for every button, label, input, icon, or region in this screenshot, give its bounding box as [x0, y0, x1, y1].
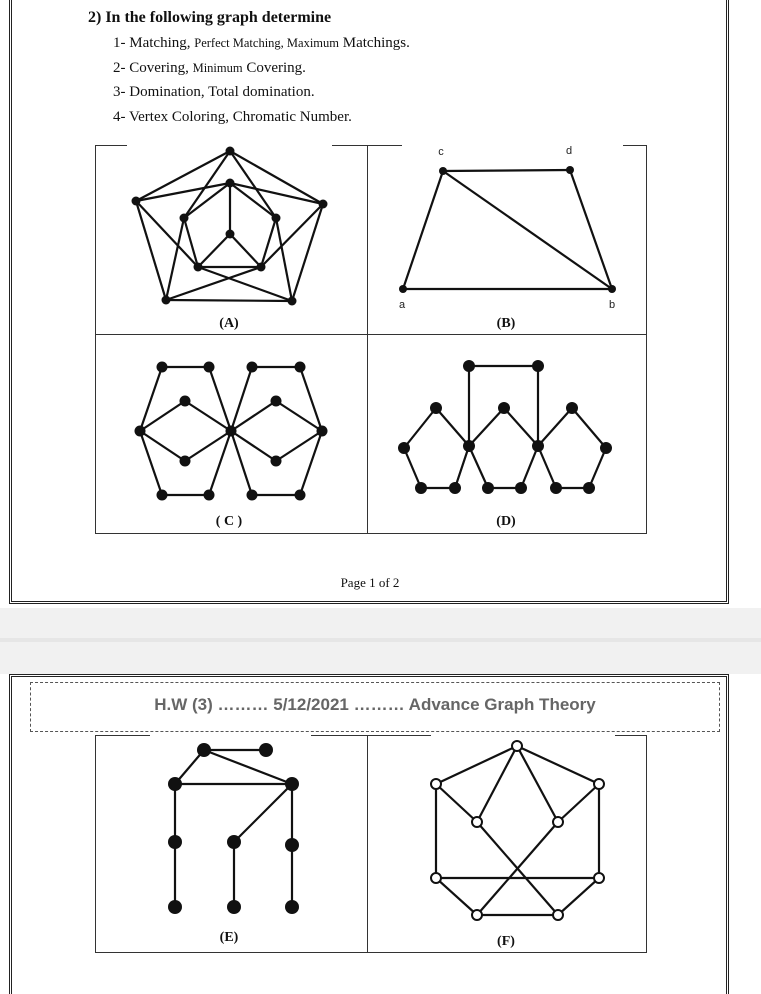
graph-f-edge [517, 746, 599, 784]
graph-d-edge [538, 446, 556, 488]
graph-f-vertex [594, 873, 604, 883]
graph-b [399, 166, 616, 293]
graph-d-vertex [566, 402, 578, 414]
graph-a-vertex [288, 297, 297, 306]
graph-d-edge [589, 448, 606, 488]
question-item-3: 3- Domination, Total domination. [113, 84, 315, 100]
graph-d-edge [436, 408, 469, 446]
graph-e-vertex [285, 777, 299, 791]
graph-e-vertex [227, 835, 241, 849]
graph-f-edge [558, 784, 599, 822]
graph-a-edge [136, 183, 230, 201]
graph-c-edge [140, 431, 185, 461]
graph-a-vertex [180, 214, 189, 223]
graph-a-edge [230, 151, 323, 204]
graph-a-vertex [162, 296, 171, 305]
graph-e-vertex [285, 838, 299, 852]
graph-b-edge [443, 171, 612, 289]
graph-f-edge [436, 878, 477, 915]
graph-d-vertex [463, 360, 475, 372]
graph-b-vertex [566, 166, 574, 174]
graph-e-vertex [285, 900, 299, 914]
question-item-4: 4- Vertex Coloring, Chromatic Number. [113, 109, 352, 125]
graph-c-vertex [295, 362, 306, 373]
question-item-1: 1- Matching, Perfect Matching, Maximum Matchings. [113, 35, 410, 51]
graph-a-vertex [132, 197, 141, 206]
graph-d-label: (D) [496, 514, 516, 529]
graph-d-vertex [600, 442, 612, 454]
graph-f-edge [436, 784, 477, 822]
graph-f [431, 741, 604, 920]
question-title: 2) In the following graph determine [88, 9, 332, 26]
graph-f-vertex [472, 910, 482, 920]
graph-a-edge [230, 234, 261, 267]
graph-c-vertex [271, 456, 282, 467]
homework-header: H.W (3) ……… 5/12/2021 ……… Advance Graph Theory [30, 682, 720, 732]
graph-c-edge [300, 367, 322, 431]
graph-f-vertex [431, 779, 441, 789]
graph-c-edge [231, 431, 276, 461]
graph-e-vertex [168, 900, 182, 914]
graph-f-label: (F) [497, 934, 515, 949]
graph-d [398, 360, 612, 494]
graph-c-vertex [204, 490, 215, 501]
graph-c-vertex [204, 362, 215, 373]
graph-f-vertex [594, 779, 604, 789]
graph-c-vertex [271, 396, 282, 407]
graph-e-vertex [168, 777, 182, 791]
graph-c-edge [276, 401, 322, 431]
graph-a-edge [276, 218, 292, 301]
graph-a-vertex [226, 230, 235, 239]
graph-c-vertex [317, 426, 328, 437]
graph-e-vertex [227, 900, 241, 914]
graph-d-vertex [482, 482, 494, 494]
graph-f-vertex [553, 910, 563, 920]
graph-e-label: (E) [219, 930, 239, 945]
graph-c-label: ( C ) [215, 514, 243, 529]
graph-e-edge [204, 750, 292, 784]
graph-c-edge [140, 431, 162, 495]
graph-a-vertex [226, 179, 235, 188]
graph-f-vertex [472, 817, 482, 827]
graph-d-edge [504, 408, 538, 446]
graph-a-vertex [257, 263, 266, 272]
page-number: Page 1 of 2 [340, 575, 400, 590]
graph-d-vertex [415, 482, 427, 494]
graph-b-vertex [439, 167, 447, 175]
graph-c-edge [231, 367, 252, 431]
graph-d-vertex [398, 442, 410, 454]
graph-c-vertex [157, 362, 168, 373]
graph-d-vertex [449, 482, 461, 494]
graph-f-edge [477, 746, 517, 822]
graph-b-vertex-label: a [398, 299, 406, 311]
graph-c-edge [185, 401, 231, 431]
graph-c-vertex [180, 396, 191, 407]
graph-a-edge [166, 300, 292, 301]
graph-a-edge [198, 234, 230, 267]
graph-b-vertex [399, 285, 407, 293]
graph-d-vertex [430, 402, 442, 414]
graph-c-vertex [226, 426, 237, 437]
graph-d-edge [469, 408, 504, 446]
graph-d-vertex [532, 440, 544, 452]
graph-d-vertex [498, 402, 510, 414]
graph-e-vertex [168, 835, 182, 849]
graph-c-vertex [157, 490, 168, 501]
graph-d-vertex [550, 482, 562, 494]
graph-c-edge [209, 431, 231, 495]
graph-c-edge [209, 367, 231, 431]
graph-c-vertex [135, 426, 146, 437]
graph-b-label: (B) [496, 316, 516, 331]
graph-d-edge [404, 408, 436, 448]
graph-d-edge [469, 446, 488, 488]
graph-d-vertex [463, 440, 475, 452]
graph-f-vertex [431, 873, 441, 883]
graph-a-edge [166, 218, 184, 300]
graph-c-vertex [180, 456, 191, 467]
graph-d-edge [521, 446, 538, 488]
graph-a-vertex [272, 214, 281, 223]
graph-d-vertex [515, 482, 527, 494]
graph-c-edge [140, 367, 162, 431]
graph-e-edge [234, 784, 292, 842]
graph-c-vertex [247, 490, 258, 501]
graph-d-edge [404, 448, 421, 488]
graph-d-edge [538, 408, 572, 446]
graph-e-vertex [197, 743, 211, 757]
graph-f-edge [517, 746, 558, 822]
graph-e-vertex [259, 743, 273, 757]
graph-b-edge [403, 171, 443, 289]
graph-c-vertex [295, 490, 306, 501]
graph-b-edge [443, 170, 570, 171]
graph-b-vertex-label: d [565, 145, 573, 157]
graph-f-edge [436, 746, 517, 784]
graph-a [132, 147, 328, 306]
graph-f-vertex [512, 741, 522, 751]
graph-c-vertex [247, 362, 258, 373]
graph-a-vertex [319, 200, 328, 209]
graph-d-vertex [532, 360, 544, 372]
graph-b-edge [570, 170, 612, 289]
graph-c-edge [231, 431, 252, 495]
graph-d-vertex [583, 482, 595, 494]
graph-b-vertex-label: c [438, 146, 444, 158]
graph-c [135, 362, 328, 501]
graph-a-vertex [226, 147, 235, 156]
graph-a-label: (A) [219, 316, 239, 331]
graph-c-edge [276, 431, 322, 461]
graph-a-vertex [194, 263, 203, 272]
graph-d-edge [455, 446, 469, 488]
graph-b-vertex-label: b [608, 299, 616, 311]
graph-e [168, 743, 299, 914]
graph-f-edge [558, 878, 599, 915]
graph-c-edge [300, 431, 322, 495]
graph-c-edge [140, 401, 185, 431]
question-item-2: 2- Covering, Minimum Covering. [113, 60, 306, 76]
graph-d-edge [572, 408, 606, 448]
graph-c-edge [231, 401, 276, 431]
graph-f-vertex [553, 817, 563, 827]
graph-c-edge [185, 431, 231, 461]
graph-b-vertex [608, 285, 616, 293]
